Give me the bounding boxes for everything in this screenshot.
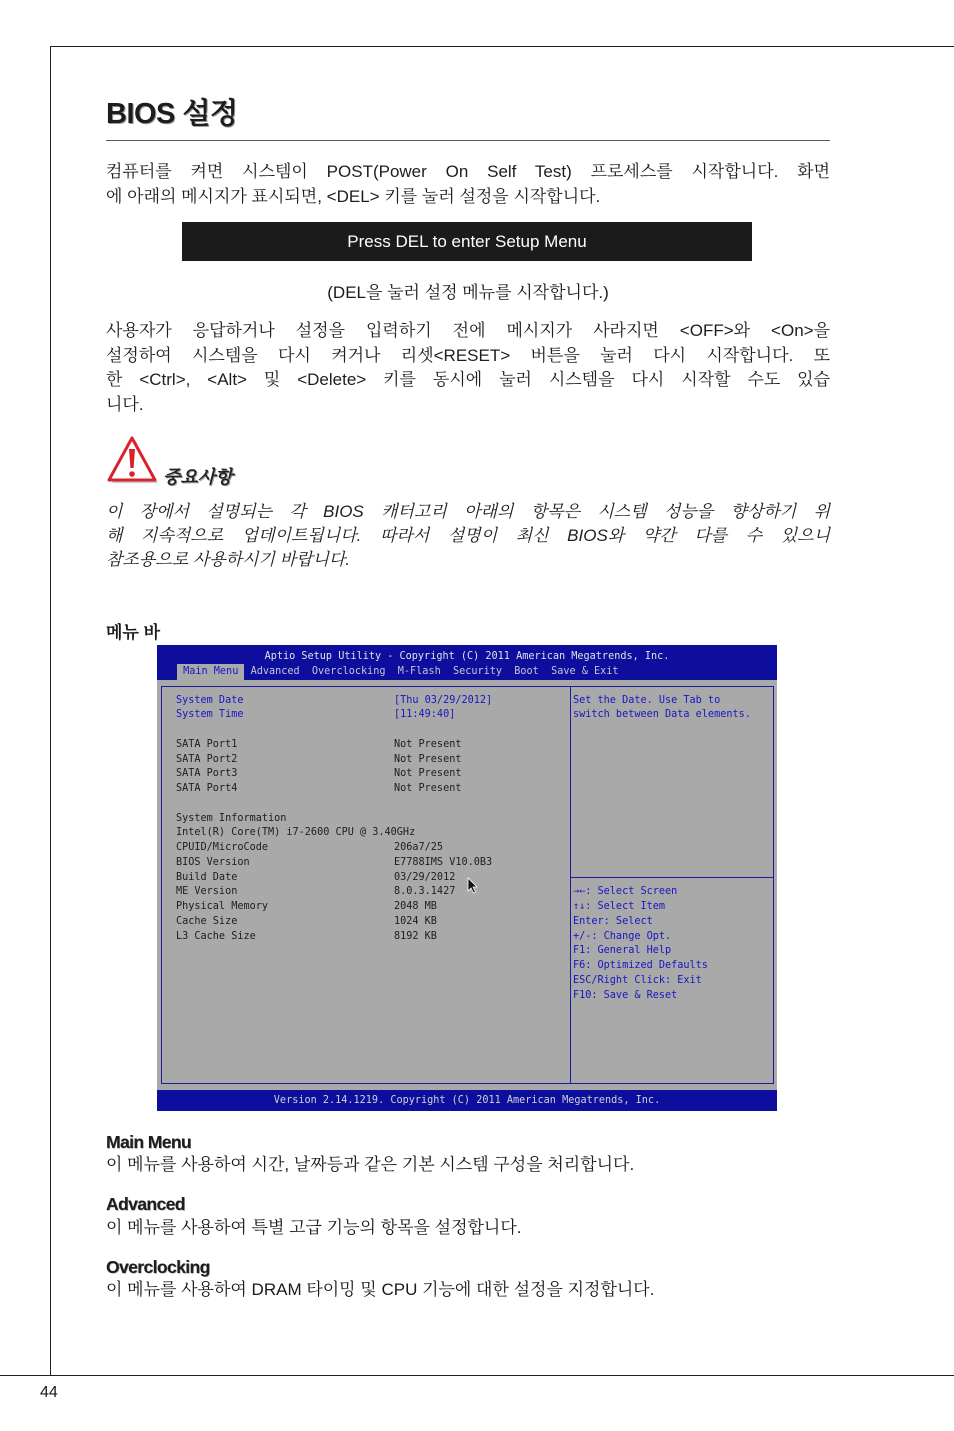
bios-row-label: Physical Memory bbox=[176, 901, 269, 913]
bios-row-value: E7788IMS V10.0B3 bbox=[394, 856, 493, 868]
bios-row-label: ME Version bbox=[176, 886, 238, 898]
bios-panel-divider bbox=[570, 686, 571, 1084]
menu-bar-heading: 메뉴 바 bbox=[106, 623, 160, 642]
bios-row-label: SATA Port4 bbox=[176, 783, 238, 795]
important-paragraph bbox=[106, 500, 830, 572]
bios-key-general-help: F1: General Help bbox=[573, 945, 672, 957]
bios-row-l3-cache-size bbox=[176, 930, 566, 945]
bios-footer: Version 2.14.1219. Copyright (C) 2011 American Megatrends, Inc. bbox=[157, 1090, 777, 1111]
bios-key-enter: Enter: Select bbox=[573, 915, 653, 927]
bios-row-me-version bbox=[176, 885, 566, 900]
bios-row-label: System Time bbox=[176, 709, 244, 721]
bios-row-label: Intel(R) Core(TM) i7-2600 CPU @ 3.40GHz bbox=[176, 827, 416, 839]
page-title: BIOS 설정 bbox=[106, 98, 238, 130]
intro-line: 에 아래의 메시지가 표시되면, <DEL> 키를 눌러 설정을 시작합니다. bbox=[106, 186, 601, 206]
bios-help-line: switch between Data elements. bbox=[573, 709, 751, 721]
bios-key-help bbox=[573, 885, 773, 1003]
bios-tab-boot: Boot bbox=[514, 666, 539, 677]
bios-key-exit: ESC/Right Click: Exit bbox=[573, 974, 702, 986]
bios-row-value: Not Present bbox=[394, 768, 462, 780]
bios-row-system-information bbox=[176, 812, 566, 827]
bios-row-value: 2048 MB bbox=[394, 901, 437, 913]
bios-row-label: Cache Size bbox=[176, 915, 238, 927]
restart-paragraph bbox=[106, 319, 830, 418]
intro-line: 컴퓨터를 켜면 시스템이 POST(Power On Self Test) 프로세스를 시작합니다. 화면 bbox=[106, 162, 830, 181]
page-top-rule bbox=[50, 46, 954, 47]
bios-key-save-reset: F10: Save & Reset bbox=[573, 989, 678, 1001]
bios-row-build-date bbox=[176, 871, 566, 886]
bios-row-value: 8192 KB bbox=[394, 930, 437, 942]
bios-row-label: System Information bbox=[176, 812, 287, 824]
bios-row-label: BIOS Version bbox=[176, 856, 250, 868]
intro-paragraph bbox=[106, 160, 830, 209]
bios-tab-save-exit: Save & Exit bbox=[551, 666, 619, 677]
bios-menu-bar bbox=[177, 664, 625, 680]
important-line: 해 지속적으로 업데이트됩니다. 따라서 설명이 최신 BIOS와 약간 다를 수 있으니 bbox=[106, 526, 830, 545]
bios-row-label: L3 Cache Size bbox=[176, 930, 256, 942]
bios-tab-advanced: Advanced bbox=[250, 666, 300, 677]
bios-key-optimized-defaults: F6: Optimized Defaults bbox=[573, 960, 708, 972]
bios-help-divider bbox=[570, 877, 774, 878]
del-prompt-box: Press DEL to enter Setup Menu bbox=[182, 222, 752, 261]
title-underline bbox=[106, 140, 830, 141]
bios-row-label: SATA Port3 bbox=[176, 768, 238, 780]
restart-line: 사용자가 응답하거나 설정을 입력하기 전에 메시지가 사라지면 <OFF>와 <On>을 bbox=[106, 321, 830, 340]
bios-row-system-date bbox=[176, 694, 566, 709]
bios-row-sata-port2 bbox=[176, 753, 566, 768]
bios-key-select-item: ↑↓: Select Item bbox=[573, 901, 666, 913]
bios-row-bios-version bbox=[176, 856, 566, 871]
important-line: 참조용으로 사용하시기 바랍니다. bbox=[106, 550, 351, 569]
page-number: 44 bbox=[40, 1384, 58, 1401]
bios-tab-main-menu: Main Menu bbox=[177, 664, 244, 680]
bios-row-sata-port4 bbox=[176, 782, 566, 797]
bios-row-label: SATA Port1 bbox=[176, 738, 238, 750]
bios-row-value: 1024 KB bbox=[394, 915, 437, 927]
section-heading-advanced: Advanced bbox=[106, 1194, 185, 1214]
bios-tab-m-flash: M-Flash bbox=[397, 666, 441, 677]
restart-line: 니다. bbox=[106, 395, 144, 415]
bios-row-label: CPUID/MicroCode bbox=[176, 842, 269, 854]
restart-line: 한 <Ctrl>, <Alt> 및 <Delete> 키를 동시에 눌러 시스템을 다시 시작할 수도 있습 bbox=[106, 370, 830, 390]
warning-triangle-icon bbox=[106, 435, 160, 485]
section-heading-main-menu: Main Menu bbox=[106, 1132, 192, 1152]
bios-screenshot bbox=[157, 645, 777, 1111]
bios-row-value: Not Present bbox=[394, 753, 462, 765]
bios-key-select-screen: →←: Select Screen bbox=[573, 886, 678, 898]
bios-help-text bbox=[573, 694, 773, 724]
bios-row-value: [Thu 03/29/2012] bbox=[394, 694, 493, 706]
bios-tab-overclocking: Overclocking bbox=[311, 666, 386, 677]
bios-row-cache-size bbox=[176, 915, 566, 930]
bios-row-label: System Date bbox=[176, 694, 244, 706]
bios-row-physical-memory bbox=[176, 900, 566, 915]
bios-row-value: 03/29/2012 bbox=[394, 871, 456, 883]
bios-tab-security: Security bbox=[452, 666, 503, 677]
bios-row-value: [11:49:40] bbox=[394, 709, 456, 721]
important-heading: 중요사항 bbox=[163, 467, 233, 487]
mouse-pointer-icon bbox=[467, 877, 478, 894]
bios-row-sata-port1 bbox=[176, 738, 566, 753]
bios-settings-list bbox=[176, 694, 566, 945]
bios-row-value: Not Present bbox=[394, 783, 462, 795]
bios-help-line: Set the Date. Use Tab to bbox=[573, 694, 721, 706]
bios-row-sata-port3 bbox=[176, 767, 566, 782]
bios-title: Aptio Setup Utility - Copyright (C) 2011 American Megatrends, Inc. bbox=[264, 651, 670, 662]
section-text-overclocking: 이 메뉴를 사용하여 DRAM 타이밍 및 CPU 기능에 대한 설정을 지정합니다. bbox=[106, 1280, 655, 1299]
bios-row-value: Not Present bbox=[394, 738, 462, 750]
section-text-main-menu: 이 메뉴를 사용하여 시간, 날짜등과 같은 기본 시스템 구성을 처리합니다. bbox=[106, 1155, 635, 1174]
bios-row-label: Build Date bbox=[176, 871, 238, 883]
section-heading-overclocking: Overclocking bbox=[106, 1257, 210, 1277]
important-line: 이 장에서 설명되는 각 BIOS 캐터고리 아래의 항목은 시스템 성능을 향상하기 위 bbox=[106, 502, 830, 521]
page-bottom-rule bbox=[0, 1375, 954, 1376]
del-prompt-caption: (DEL을 눌러 설정 메뉴를 시작합니다.) bbox=[327, 283, 609, 302]
bios-row-value: 8.0.3.1427 bbox=[394, 886, 456, 898]
bios-row-system-time bbox=[176, 708, 566, 723]
restart-line: 설정하여 시스템을 다시 켜거나 리셋<RESET> 버튼을 눌러 다시 시작합니다. 또 bbox=[106, 345, 830, 365]
bios-row-value: 206a7/25 bbox=[394, 842, 444, 854]
bios-row-label: SATA Port2 bbox=[176, 753, 238, 765]
bios-row-cpu-name bbox=[176, 826, 566, 841]
bios-key-change-opt: +/-: Change Opt. bbox=[573, 930, 672, 942]
page-left-rule bbox=[50, 46, 51, 1376]
section-text-advanced: 이 메뉴를 사용하여 특별 고급 기능의 항목을 설정합니다. bbox=[106, 1218, 522, 1237]
bios-row-cpuid-microcode bbox=[176, 841, 566, 856]
